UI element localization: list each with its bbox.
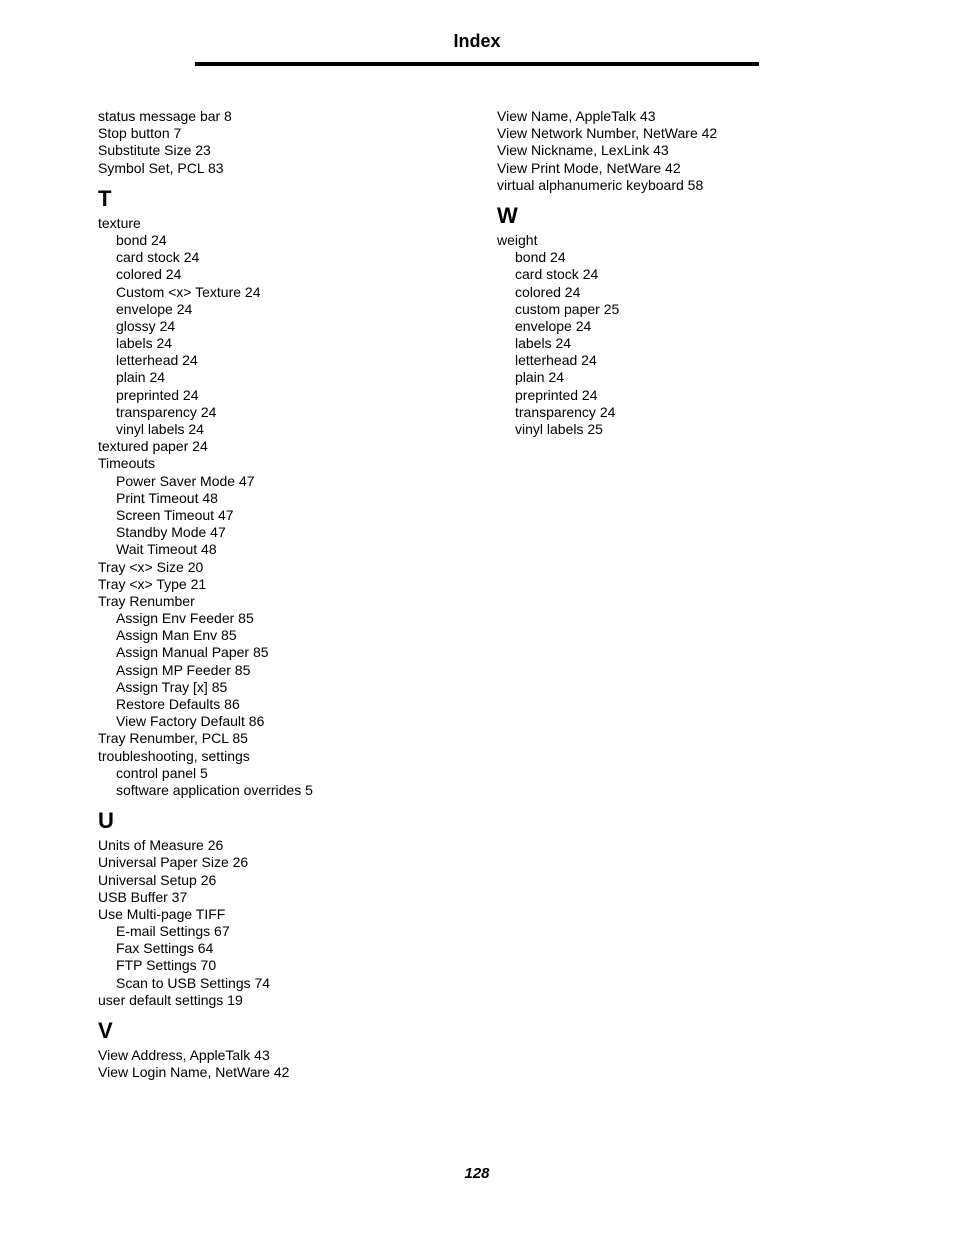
index-subentry: card stock 24 [116,249,200,266]
section-letter-w: W [497,202,518,228]
index-subentry: preprinted 24 [116,386,199,403]
index-entry: Universal Paper Size 26 [98,854,249,871]
index-entry: Use Multi-page TIFF [98,905,226,922]
index-subentry: envelope 24 [116,300,193,317]
index-entry: View Address, AppleTalk 43 [98,1047,270,1063]
index-subentry: colored 24 [515,283,581,300]
index-subentry: Standby Mode 47 [116,524,226,541]
index-subentry: software application overrides 5 [116,781,313,798]
section-letter-t: T [98,185,112,211]
index-subentry: card stock 24 [515,266,599,283]
index-subentry: plain 24 [116,369,166,386]
index-subentry: letterhead 24 [515,352,597,369]
index-entry: Units of Measure 26 [98,837,224,854]
index-subentry: Assign MP Feeder 85 [116,661,251,678]
index-subentry: transparency 24 [116,403,217,420]
index-subentry: Print Timeout 48 [116,489,218,506]
index-subentry: custom paper 25 [515,300,620,317]
index-subentry: control panel 5 [116,764,208,781]
index-entry: Substitute Size 23 [98,142,211,159]
index-entry: Tray Renumber, PCL 85 [98,730,248,747]
index-subentry: transparency 24 [515,403,616,420]
index-entry: Universal Setup 26 [98,871,217,888]
index-subentry: Restore Defaults 86 [116,696,240,712]
index-entry: texture [98,214,141,231]
index-entry: status message bar 8 [98,108,232,124]
page-number: 128 [464,1165,490,1182]
index-subentry: Assign Man Env 85 [116,627,237,644]
index-subentry: plain 24 [515,369,565,386]
index-subentry: View Factory Default 86 [116,713,265,730]
index-entry: Symbol Set, PCL 83 [98,159,224,176]
index-entry: View Network Number, NetWare 42 [497,125,718,142]
index-subentry: Screen Timeout 47 [116,506,234,523]
section-letter-v: V [98,1018,113,1043]
index-column-left [98,108,478,1081]
index-subentry: Custom <x> Texture 24 [116,283,261,300]
index-subentry: bond 24 [515,249,566,266]
index-subentry: Assign Env Feeder 85 [116,610,254,627]
index-subentry: vinyl labels 24 [116,421,204,437]
index-subentry: Fax Settings 64 [116,940,214,957]
index-subentry: vinyl labels 25 [515,421,603,437]
index-entry: View Print Mode, NetWare 42 [497,159,681,176]
index-entry: virtual alphanumeric keyboard 58 [497,176,704,193]
index-entry: View Name, AppleTalk 43 [497,108,656,124]
index-column-right [497,108,897,438]
index-subentry: labels 24 [116,335,173,352]
index-subentry: Wait Timeout 48 [116,541,217,558]
index-entry: View Nickname, LexLink 43 [497,142,669,159]
index-entry: View Login Name, NetWare 42 [98,1064,290,1081]
index-entry: Timeouts [98,455,156,472]
index-subentry: letterhead 24 [116,352,198,369]
index-entry: Tray Renumber [98,592,195,609]
index-subentry: bond 24 [116,231,167,248]
index-subentry: Scan to USB Settings 74 [116,974,271,991]
index-entry: troubleshooting, settings [98,747,250,764]
index-subentry: labels 24 [515,335,572,352]
index-entry: Stop button 7 [98,125,182,142]
section-letter-u: U [98,808,114,834]
index-subentry: preprinted 24 [515,386,598,403]
index-subentry: envelope 24 [515,317,592,334]
index-entry: USB Buffer 37 [98,888,188,905]
index-entry: weight [497,231,538,248]
index-subentry: FTP Settings 70 [116,957,217,974]
index-entry: Tray <x> Type 21 [98,575,207,592]
index-subentry: Assign Manual Paper 85 [116,644,269,661]
index-entry: user default settings 19 [98,991,243,1008]
page-title: Index [453,31,501,51]
index-subentry: glossy 24 [116,317,176,334]
index-entry: Tray <x> Size 20 [98,558,204,575]
index-subentry: colored 24 [116,266,182,283]
index-subentry: E-mail Settings 67 [116,923,230,940]
index-subentry: Power Saver Mode 47 [116,472,255,489]
header-rule [195,62,759,66]
index-subentry: Assign Tray [x] 85 [116,678,228,695]
index-entry: textured paper 24 [98,438,208,455]
